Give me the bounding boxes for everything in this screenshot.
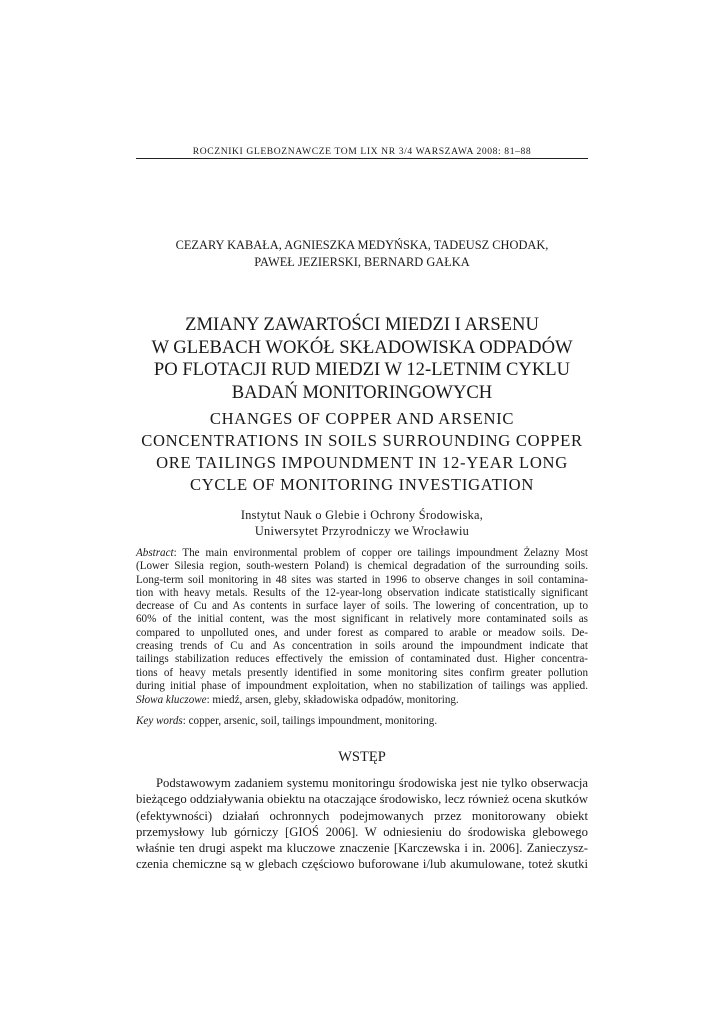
title-en-line: ORE TAILINGS IMPOUNDMENT IN 12-YEAR LONG [156,453,568,472]
body-line: (efektywności) działań ochronnych podejmowanych przez monitorowany obiekt [136,808,588,823]
body-line: bieżącego oddziaływania obiektu na otaczające środowisko, lecz również ocena skutków [136,792,588,807]
keywords-english [136,715,588,728]
body-line: Podstawowym zadaniem systemu monitoringu środowiska jest nie tylko obserwacja [156,776,588,790]
affiliation-line: Instytut Nauk o Glebie i Ochrony Środowiska, [240,508,484,522]
title-pl-line: W GLEBACH WOKÓŁ SKŁADOWISKA ODPADÓW [151,336,573,358]
body-line: czenia chemiczne są w glebach częściowo buforowane i/lub akumulowane, toteż skutki [136,857,588,872]
abstract-line: tions of heavy metals presently identified in some monitoring sites confirm greater pollution [136,666,588,679]
abstract-line: decrease of Cu and As contents in surface layer of soils. The lowering of concentration, up to [136,600,588,613]
title-polish [110,314,614,404]
abstract-line: tailings stabilization reduces effectively the emission of contaminated dust. Higher concentra- [136,653,588,666]
abstract [136,547,588,693]
abstract-label: Abstract [136,547,174,559]
title-pl-line: BADAŃ MONITORINGOWYCH [231,381,493,403]
authors-line: PAWEŁ JEZIERSKI, BERNARD GAŁKA [254,255,470,269]
authors-line: CEZARY KABAŁA, AGNIESZKA MEDYŃSKA, TADEUSZ CHODAK, [175,238,549,252]
keywords-en-text: : copper, arsenic, soil, tailings impoundment, monitoring. [182,715,438,727]
title-pl-line: PO FLOTACJI RUD MIEDZI W 12-LETNIM CYKLU [153,359,571,380]
affiliation-line: Uniwersytet Przyrodniczy we Wrocławiu [254,524,470,538]
keywords-en-label: Key words [136,715,183,727]
title-pl-line: ZMIANY ZAWARTOŚCI MIEDZI I ARSENU [185,314,539,335]
title-english [110,408,614,496]
author-list [120,237,604,271]
title-en-line: CONCENTRATIONS IN SOILS SURROUNDING COPPER [141,431,583,450]
abstract-line: 60% of the initial content, was the most significant in relatively more contaminated soils as [136,613,588,626]
abstract-line: during initial phase of impoundment exploitation, when no stabilization of tailings was applied. [136,679,588,692]
body-paragraph [136,775,588,873]
header-rule [136,158,588,159]
section-heading: WSTĘP [338,749,386,765]
body-line: przemysłowy lub górniczy [GIOŚ 2006]. W odniesieniu do środowiska glebowego [136,824,588,839]
title-en-line: CHANGES OF COPPER AND ARSENIC [209,409,515,428]
keywords-pl-label: Słowa kluczowe [136,694,207,706]
abstract-line: Long-term soil monitoring in 48 sites was started in 1996 to observe changes in soil contamina- [136,573,588,586]
keywords-polish [136,694,588,707]
abstract-line: compared to unpolluted ones, and under forest as compared to arable or meadow soils. De- [136,626,588,639]
abstract-line: creasing trends of Cu and As concentration in soils around the impoundment indicate that [136,640,588,653]
affiliation [136,507,588,539]
body-line: właśnie ten drugi aspekt ma kluczowe znaczenie [Karczewska i in. 2006]. Zanieczysz- [136,841,588,856]
title-en-line: CYCLE OF MONITORING INVESTIGATION [189,475,535,494]
abstract-line: (Lower Silesia region, south-western Poland) is chemical degradation of the surrounding soils. [136,560,588,573]
abstract-text: : The main environmental problem of copper ore tailings impoundment Żelazny Most [173,547,588,559]
keywords-pl-text: : miedź, arsen, gleby, składowiska odpadów, monitoring. [206,694,459,706]
running-head: ROCZNIKI GLEBOZNAWCZE TOM LIX NR 3/4 WARSZAWA 2008: 81–88 [192,146,532,157]
abstract-line: tion with heavy metals. Results of the 12-year-long observation indicate statistically significant [136,586,588,599]
abstract-line [136,547,588,560]
